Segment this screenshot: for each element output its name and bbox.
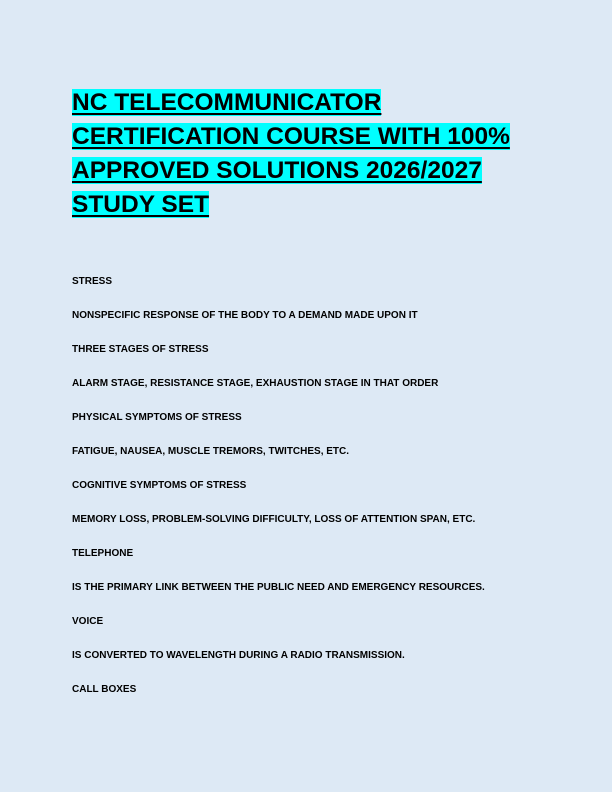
definition-three-stages-of-stress: ALARM STAGE, RESISTANCE STAGE, EXHAUSTION STAGE IN THAT ORDER — [72, 378, 439, 389]
title-line: STUDY SET — [72, 191, 210, 218]
title-line: APPROVED SOLUTIONS 2026/2027 — [72, 157, 482, 184]
term-stress: STRESS — [72, 276, 113, 287]
title-line: CERTIFICATION COURSE WITH 100% — [72, 123, 510, 150]
term-cognitive-symptoms: COGNITIVE SYMPTOMS OF STRESS — [72, 480, 247, 491]
definition-stress: NONSPECIFIC RESPONSE OF THE BODY TO A DEMAND MADE UPON IT — [72, 310, 418, 321]
title-line: NC TELECOMMUNICATOR — [72, 89, 382, 116]
definition-voice: IS CONVERTED TO WAVELENGTH DURING A RADIO TRANSMISSION. — [72, 650, 405, 661]
term-physical-symptoms: PHYSICAL SYMPTOMS OF STRESS — [72, 412, 242, 423]
document-page — [72, 86, 552, 695]
definition-physical-symptoms: FATIGUE, NAUSEA, MUSCLE TREMORS, TWITCHES, ETC. — [72, 446, 350, 457]
document-title — [72, 86, 552, 222]
definition-telephone: IS THE PRIMARY LINK BETWEEN THE PUBLIC NEED AND EMERGENCY RESOURCES. — [72, 582, 485, 593]
definition-cognitive-symptoms: MEMORY LOSS, PROBLEM-SOLVING DIFFICULTY, LOSS OF ATTENTION SPAN, ETC. — [72, 514, 476, 525]
study-set-list — [72, 265, 485, 707]
term-three-stages-of-stress: THREE STAGES OF STRESS — [72, 344, 209, 355]
term-voice: VOICE — [72, 616, 104, 627]
term-telephone: TELEPHONE — [72, 548, 134, 559]
term-call-boxes: CALL BOXES — [72, 684, 137, 695]
